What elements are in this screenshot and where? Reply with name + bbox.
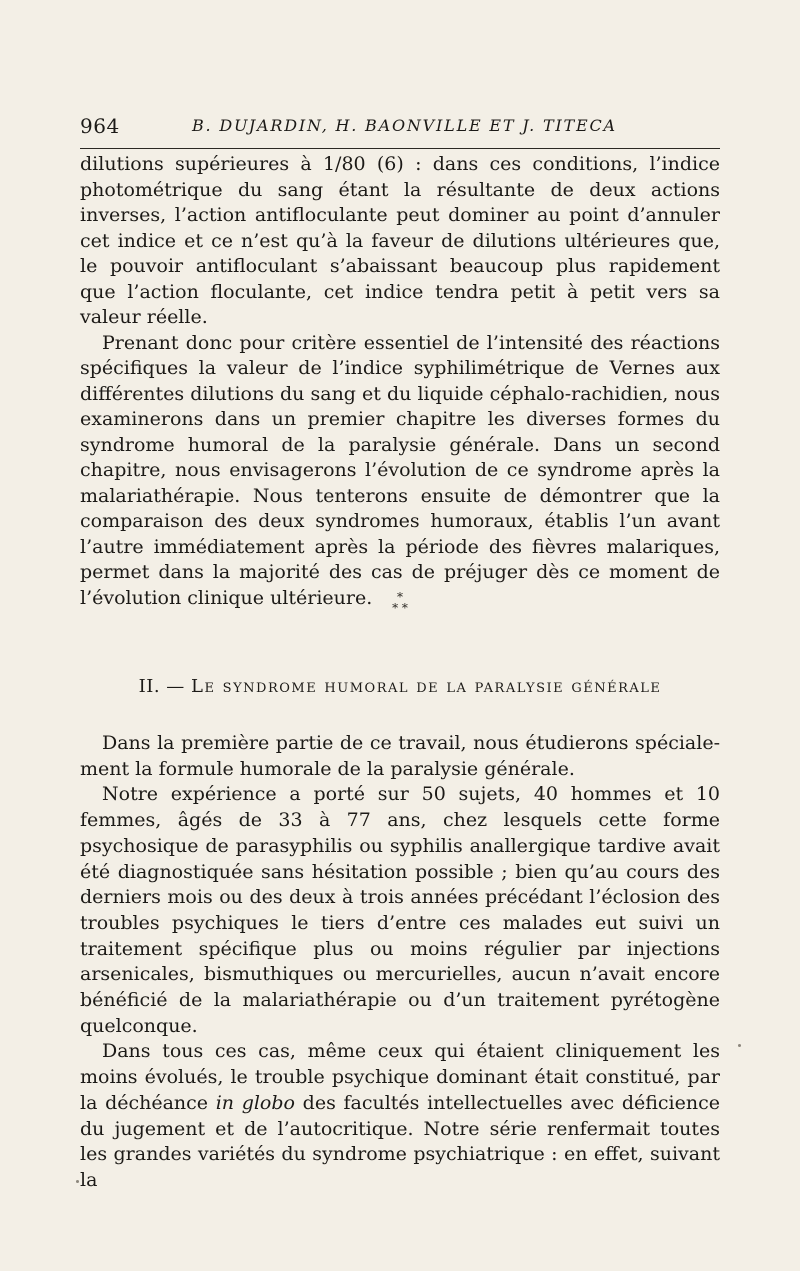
header-rule bbox=[80, 148, 720, 149]
intro-paragraph: dilutions supérieures à 1/80 (6) : dans ces conditions, l’indice photométrique du sang étant la résultante de deux actions inverses, l’action antifloculante peut dominer au point d’annuler cet indice et ce n’est qu’à la faveur de dilutions ultérieures que, le pouvoir antifloculant s’abaissant beaucoup plus rapidement que l’action floculante, cet indice tendra petit à petit vers sa valeur réelle. bbox=[80, 153, 720, 328]
section-heading bbox=[80, 676, 720, 697]
paper-speck bbox=[76, 1180, 79, 1183]
asterism-bottom: * * bbox=[392, 601, 408, 615]
paragraph-text: Dans tous ces cas, même ceux qui étaient cliniquement les moins évolués, le trouble psychique dominant était constitué, par la déchéance bbox=[80, 1040, 720, 1114]
section-numeral: II. bbox=[138, 676, 161, 697]
italic-phrase: in globo bbox=[215, 1091, 295, 1114]
section-body bbox=[80, 731, 720, 1194]
paragraph-text: des facultés intellectuelles avec déficience du jugement et de l’autocritique. Notre série renfermait toutes les grandes variétés du syndrome psychiatrique : en effet, suivant la bbox=[80, 1091, 720, 1191]
running-head: B. DUJARDIN, H. BAONVILLE ET J. TITECA bbox=[192, 116, 617, 135]
section-title: Le syndrome humoral de la paralysie générale bbox=[191, 676, 662, 697]
section-paragraph: Notre expérience a porté sur 50 sujets, 40 hommes et 10 femmes, âgés de 33 à 77 ans, chez lesquels cette forme psychosique de parasyphilis ou syphilis anallergique tardive avait été diagnostiquée sans hésitation possible ; bien qu’au cours des derniers mois ou des deux à trois années précédant l’éclosion des troubles psychiques le tiers d’entre ces malades eut suivi un traitement spécifique plus ou moins régulier par injections arsenicales, bismuthiques ou mercurielles, aucun n’avait encore bénéficié de la malariathérapie ou d’un traitement pyrétogène quelconque. bbox=[80, 783, 720, 1037]
section-dash: — bbox=[166, 676, 185, 697]
intro-text bbox=[80, 152, 720, 611]
page-header bbox=[80, 110, 720, 140]
page-number: 964 bbox=[80, 114, 120, 138]
asterism-top: * bbox=[397, 590, 403, 604]
paper-speck bbox=[738, 1044, 741, 1047]
section-paragraph: Dans la première partie de ce travail, nous étudierons spécialement la formule humorale de la paralysie générale. bbox=[80, 732, 720, 780]
intro-paragraph: Prenant donc pour critère essentiel de l’intensité des réactions spécifiques la valeur de l’indice syphilimétrique de Vernes aux différentes dilutions du sang et du liquide céphalo-rachidien, nous examinerons dans un premier chapitre les diverses formes du syndrome humoral de la paralysie générale. Dans un second chapitre, nous envisagerons l’évolution de ce syndrome après la malariathérapie. Nous tenterons ensuite de démontrer que la comparaison des deux syndromes humoraux, établis l’un avant l’autre immédiatement après la période des fièvres malariques, permet dans la majorité des cas de préjuger dès ce moment de l’évolution clinique ultérieure. bbox=[80, 331, 720, 609]
asterism-divider bbox=[360, 592, 440, 614]
section-paragraph bbox=[80, 1039, 720, 1193]
